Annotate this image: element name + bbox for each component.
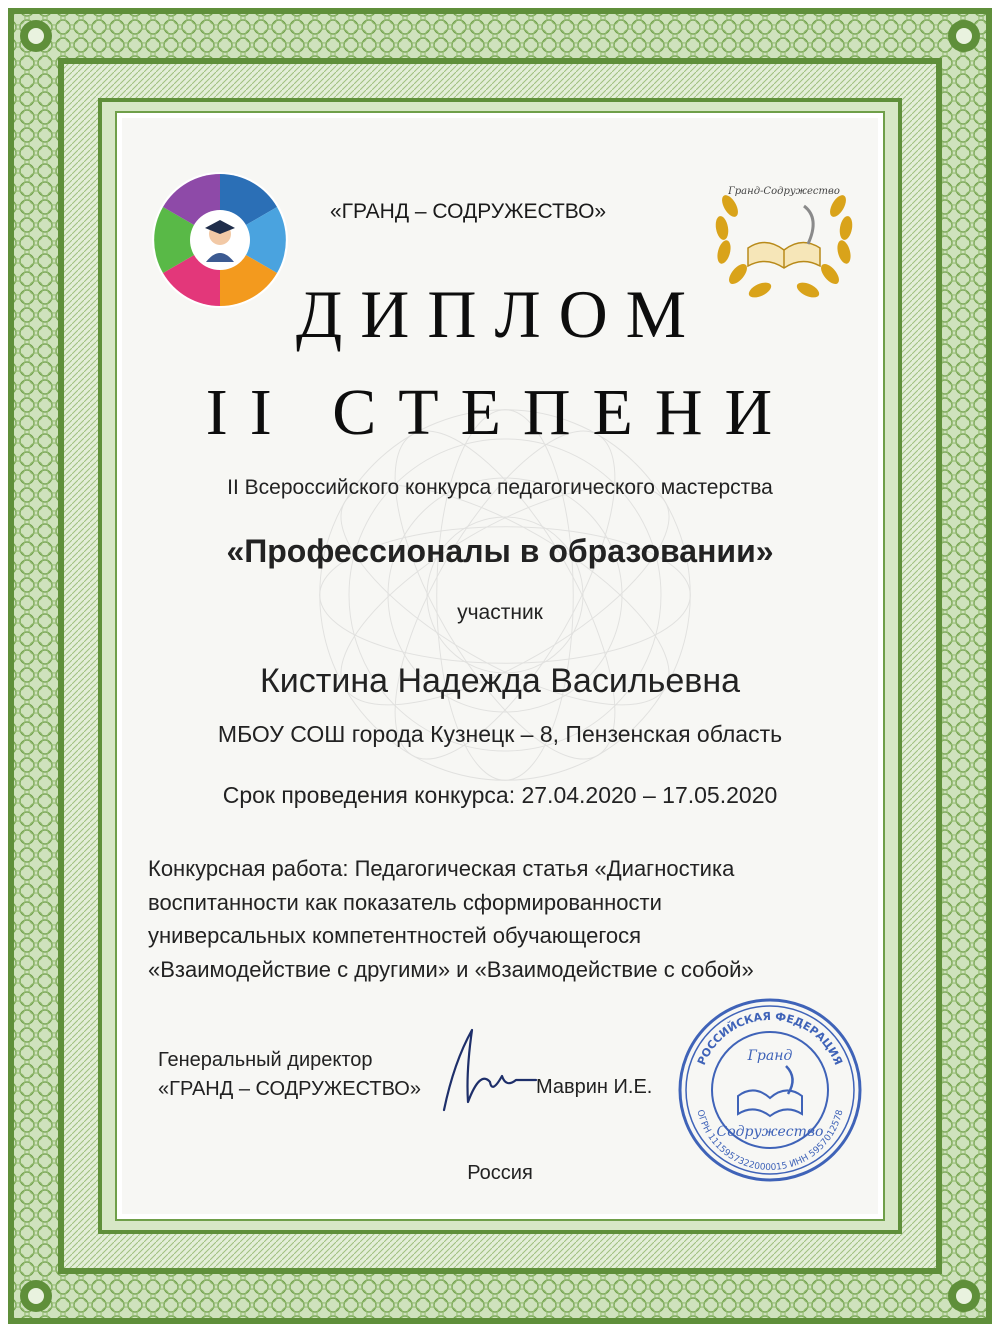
work-line: «Взаимодействие с другими» и «Взаимодействие с собой» [148,956,754,982]
stamp-center-bottom: Содружество [716,1124,824,1140]
recipient-school: МБОУ СОШ города Кузнецк – 8, Пензенская область [217,721,783,747]
signatory-block [158,1046,421,1104]
work-line: воспитанности как показатель сформированности [148,889,662,915]
handwritten-signature [432,1022,542,1118]
recipient-role: участник [457,601,543,624]
country: Россия [467,1162,533,1184]
contest-description: II Всероссийского конкурса педагогического мастерства [227,476,773,499]
recipient-name: Кистина Надежда Васильевна [259,662,741,700]
organization-name: «ГРАНД – СОДРУЖЕСТВО» [330,200,607,223]
signatory-org: «ГРАНД – СОДРУЖЕСТВО» [158,1078,421,1100]
work-description [148,852,754,986]
stamp-top-text: РОССИЙСКАЯ ФЕДЕРАЦИЯ [695,1009,845,1067]
stamp-bottom-text: ОГРН 1115957322000015 ИНН 5957012578 [694,1108,846,1174]
contest-name: «Профессионалы в образовании» [226,533,774,569]
signatory-position: Генеральный директор [158,1049,373,1071]
diploma-title: ДИПЛОМ [295,276,705,352]
contest-period: Срок проведения конкурса: 27.04.2020 – 17.05.2020 [222,782,778,808]
diploma-degree: II СТЕПЕНИ [205,376,795,449]
work-line: универсальных компетентностей обучающегося [148,923,642,948]
logo-caption: Гранд-Содружество [728,186,840,197]
official-stamp [676,996,864,1184]
signatory-name: Маврин И.Е. [536,1076,653,1098]
stamp-center-top: Гранд [747,1048,793,1064]
work-line: Конкурсная работа: Педагогическая статья «Диагностика [148,856,735,881]
